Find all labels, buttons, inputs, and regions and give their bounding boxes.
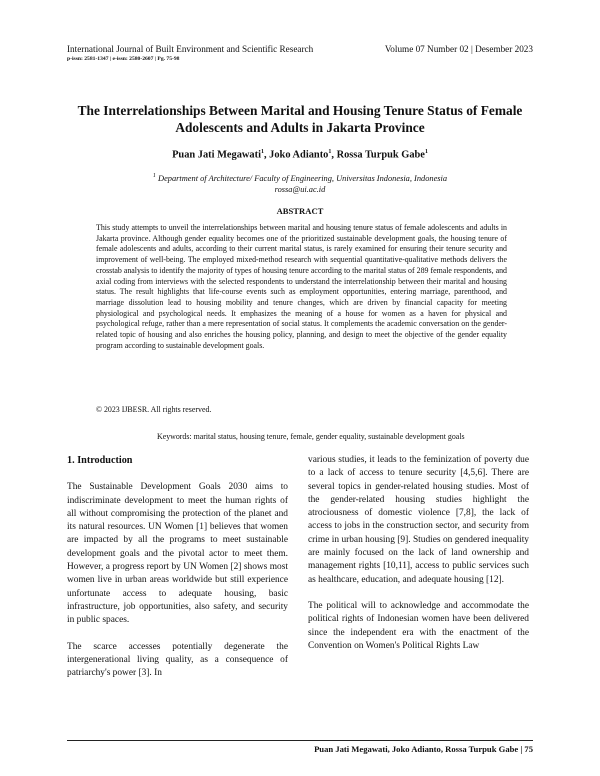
keywords: Keywords: marital status, housing tenure, female, gender equality, sustainable development goals (157, 432, 465, 441)
right-column (308, 454, 529, 666)
footer-rule (67, 740, 533, 741)
author-2: Joko Adianto (269, 149, 329, 161)
intro-paragraph-1: The Sustainable Development Goals 2030 aims to indiscriminate development to meet the human rights of all without compromising the protection of the planet and its natural resources. UN Women [1] believes that women are impacted by all the programs to meet sustainable development goals and the pivotal actor to meet them. However, a progress report by UN Women [2] shows most women live in urban areas worldwide but still experience unfortunate access to adequate housing, basic infrastructure, job opportunities, also safety, and security in public spaces. (67, 482, 288, 626)
intro-paragraph-2: The scarce accesses potentially degenerate the intergenerational living quality, as a consequence of patriarchy's power [3]. In (67, 641, 288, 679)
intro-paragraph-3: various studies, it leads to the feminization of poverty due to a lack of access to tenure security [4,5,6]. There are several topics in gender-related housing studies. Most of the gender-related housing studies highlight the atrociousness of domestic violence [7,8], the lack of access to jobs in the construction sector, and security from crime in urban housing [9]. Studies on gendered inequality are mainly focused on the lack of land ownership and management rights [10,11], access to public services such as healthcare, education, and adequate housing [12]. (308, 455, 529, 585)
issn-line: p-issn: 2581-1347 | e-issn: 2580-2607 | Pg. 75-98 (67, 56, 180, 62)
affiliation (60, 171, 540, 195)
abstract-heading: ABSTRACT (276, 206, 324, 216)
contact-email: rossa@ui.ac.id (274, 184, 326, 194)
author-sep: , (263, 149, 270, 161)
running-header (67, 44, 533, 62)
author-2-affil: 1 (328, 149, 332, 155)
section-heading-introduction: 1. Introduction (67, 455, 133, 466)
journal-name: International Journal of Built Environment and Scientific Research (67, 44, 314, 54)
copyright: © 2023 IJBESR. All rights reserved. (96, 405, 212, 414)
volume-info: Volume 07 Number 02 | Desember 2023 (384, 44, 533, 54)
author-sep: , (331, 149, 337, 161)
author-1-affil: 1 (260, 149, 264, 155)
intro-paragraph-4: The political will to acknowledge and accommodate the political rights of Indonesian women have been delivered since the independent era with the enactment of the Convention on Women's Political Rights Law (308, 600, 529, 651)
abstract-text: This study attempts to unveil the interrelationships between marital and housing tenure status of female adolescents and adults in Jakarta province. Although gender equality becomes one of the prioritized sustainable development goals, the housing tenure of female adolescents and adults, according to their current marital status, is rarely examined for ensuring their tenure security and improvement of well-being. The employed mixed-method research with sequential quantitative-qualitative methods delivers the crosstab analysis to identify the majority of types of housing tenure according to the marital status of 289 female respondents, and axial coding from interviews with the selected respondents to understand the interrelationship between their marital and housing status. The result highlights that life-course events such as employment opportunities, entering marriage, parenthood, and marriage dissolution lead to housing mobility and tenure changes, which are driven by financial capacity for meeting physiological and psychological needs. It emphasizes the meaning of a house for women as a haven for physical and psychological refuge, rather than a mere representation of social status. It complements the academic conversation on the gender-related topic of housing and also enriches the housing policy, planning, and design to meet the objective of the gender equality program according to sustainable development goals. (96, 223, 507, 350)
left-column (67, 454, 288, 693)
affiliation-mark: 1 (152, 173, 156, 179)
author-3: Rossa Turpuk Gabe (336, 149, 425, 161)
author-1: Puan Jati Megawati (172, 149, 261, 161)
affiliation-text: Department of Architecture/ Faculty of Engineering, Universitas Indonesia, Indonesia (158, 173, 448, 183)
paper-title: The Interrelationships Between Marital and Housing Tenure Status of Female Adolescents and Adults in Jakarta Province (77, 103, 523, 135)
author-3-affil: 1 (424, 149, 428, 155)
author-list (60, 149, 540, 160)
page-footer: Puan Jati Megawati, Joko Adianto, Rossa Turpuk Gabe | 75 (314, 744, 533, 754)
